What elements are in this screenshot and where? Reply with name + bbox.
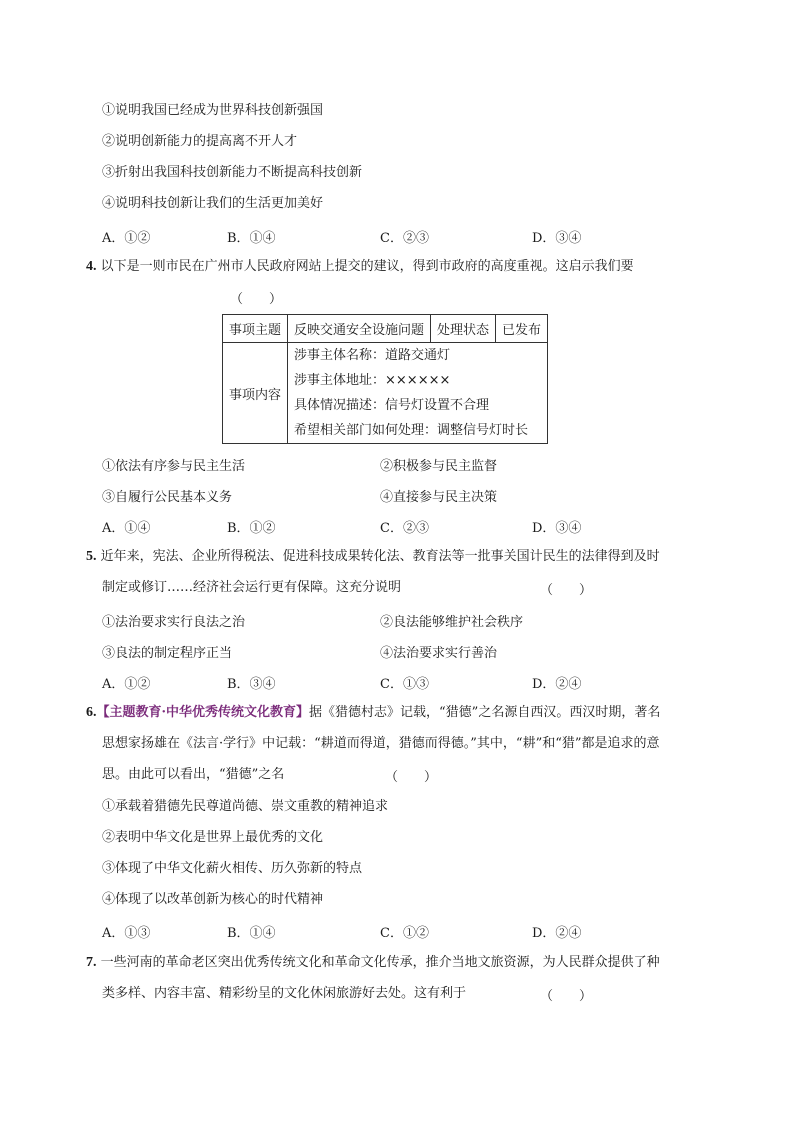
q6-choice-c: C．①② (380, 926, 429, 941)
q4-choice-a: A．①④ (102, 521, 151, 536)
q4-options-row-1 (102, 455, 702, 473)
q3-choice-a: A．①② (102, 231, 151, 246)
q5-option-1: ①法治要求实行良法之治 (102, 615, 246, 630)
q6-choices (102, 922, 702, 940)
q4-stem-text: 以下是一则市民在广州市人民政府网站上提交的建议，得到市政府的高度重视。这启示我们要 (100, 259, 634, 274)
q3-choices (102, 227, 702, 245)
q3-option-2: ②说明创新能力的提高离不开人才 (102, 134, 298, 149)
q4-option-3: ③自履行公民基本义务 (102, 490, 233, 505)
table-content-line: 具体情况描述：信号灯设置不合理 (294, 398, 490, 413)
q5-options-row-1 (102, 611, 702, 629)
table-content-line: 涉事主体地址：×××××× (294, 373, 451, 388)
q4-choice-c: C．②③ (380, 521, 429, 536)
q6-option-2: ②表明中华文化是世界上最优秀的文化 (102, 830, 324, 845)
q6-choice-b: B．①④ (227, 926, 276, 941)
q4-choice-d: D．③④ (532, 521, 582, 536)
q4-option-1: ①依法有序参与民主生活 (102, 459, 246, 474)
q4-choice-b: B．①② (227, 521, 276, 536)
table-content-line: 涉事主体名称：道路交通灯 (294, 348, 451, 363)
q4-choices (102, 517, 702, 535)
q6-stem-line-2: 思想家扬雄在《法言·学行》中记载：“耕道而得道，猎德而得德。”其中，“耕”和“猎”都是追求的意 (102, 736, 660, 751)
q3-option-1: ①说明我国已经成为世界科技创新强国 (102, 103, 324, 118)
q5-choice-b: B．③④ (227, 677, 276, 692)
q6-stem-line-1 (86, 704, 660, 722)
q5-option-4: ④法治要求实行善治 (380, 646, 498, 661)
q5-stem-line-2: 制定或修订……经济社会运行更有保障。这充分说明 (102, 580, 402, 595)
table-content-line: 希望相关部门如何处理：调整信号灯时长 (294, 423, 529, 438)
q6-stem-text-1: 据《猎德村志》记载，“猎德”之名源自西汉。西汉时期，著名 (309, 705, 661, 720)
q7-stem-line-1 (86, 954, 660, 972)
q6-topic-tag: 【主题教育·中华优秀传统文化教育】 (96, 705, 310, 720)
q3-choice-c: C．②③ (380, 231, 429, 246)
q3-option-4: ④说明科技创新让我们的生活更加美好 (102, 196, 324, 211)
q6-option-3: ③体现了中华文化薪火相传、历久弥新的特点 (102, 861, 363, 876)
table-header-status: 处理状态 (431, 315, 496, 343)
q6-option-1: ①承载着猎德先民尊道尚德、崇文重教的精神追求 (102, 799, 389, 814)
q7-stem-line-2: 类多样、内容丰富、精彩纷呈的文化休闲旅游好去处。这有利于 (102, 986, 467, 1001)
q7-answer-paren: （ ） (540, 989, 593, 1004)
q7-number: 7. (86, 955, 97, 970)
q3-choice-b: B．①④ (227, 231, 276, 246)
q6-stem-line-3: 思。由此可以看出，“猎德”之名 (102, 767, 285, 782)
q5-option-2: ②良法能够维护社会秩序 (380, 615, 524, 630)
q6-number: 6. (86, 705, 97, 720)
q4-answer-paren: （ ） (230, 292, 283, 307)
table-header-status-value: 已发布 (496, 315, 548, 343)
q5-choice-a: A．①② (102, 677, 151, 692)
q4-stem (86, 258, 634, 276)
q4-option-4: ④直接参与民主决策 (380, 490, 498, 505)
q5-options-row-2 (102, 642, 702, 660)
q5-stem-line-1 (86, 548, 660, 566)
q6-option-4: ④体现了以改革创新为核心的时代精神 (102, 892, 324, 907)
q4-info-table (222, 314, 548, 444)
q5-number: 5. (86, 549, 97, 564)
q4-options-row-2 (102, 486, 702, 504)
q5-stem-text-1: 近年来，宪法、企业所得税法、促进科技成果转化法、教育法等一批事关国计民生的法律得到及时 (100, 549, 660, 564)
table-row-label: 事项内容 (223, 343, 288, 444)
q5-choices (102, 673, 702, 691)
q3-choice-d: D．③④ (532, 231, 582, 246)
q6-choice-d: D．②④ (532, 926, 582, 941)
q5-choice-c: C．①③ (380, 677, 429, 692)
q3-option-3: ③折射出我国科技创新能力不断提高科技创新 (102, 165, 363, 180)
table-content-cell (288, 343, 548, 444)
q5-option-3: ③良法的制定程序正当 (102, 646, 233, 661)
q5-choice-d: D．②④ (532, 677, 582, 692)
table-header-topic-value: 反映交通安全设施问题 (288, 315, 431, 343)
q7-stem-text-1: 一些河南的革命老区突出优秀传统文化和革命文化传承，推介当地文旅资源，为人民群众提供了种 (100, 955, 660, 970)
q5-answer-paren: （ ） (540, 583, 593, 598)
q4-number: 4. (86, 259, 97, 274)
q4-option-2: ②积极参与民主监督 (380, 459, 498, 474)
table-header-topic: 事项主题 (223, 315, 288, 343)
q6-choice-a: A．①③ (102, 926, 151, 941)
q6-answer-paren: （ ） (385, 770, 438, 785)
